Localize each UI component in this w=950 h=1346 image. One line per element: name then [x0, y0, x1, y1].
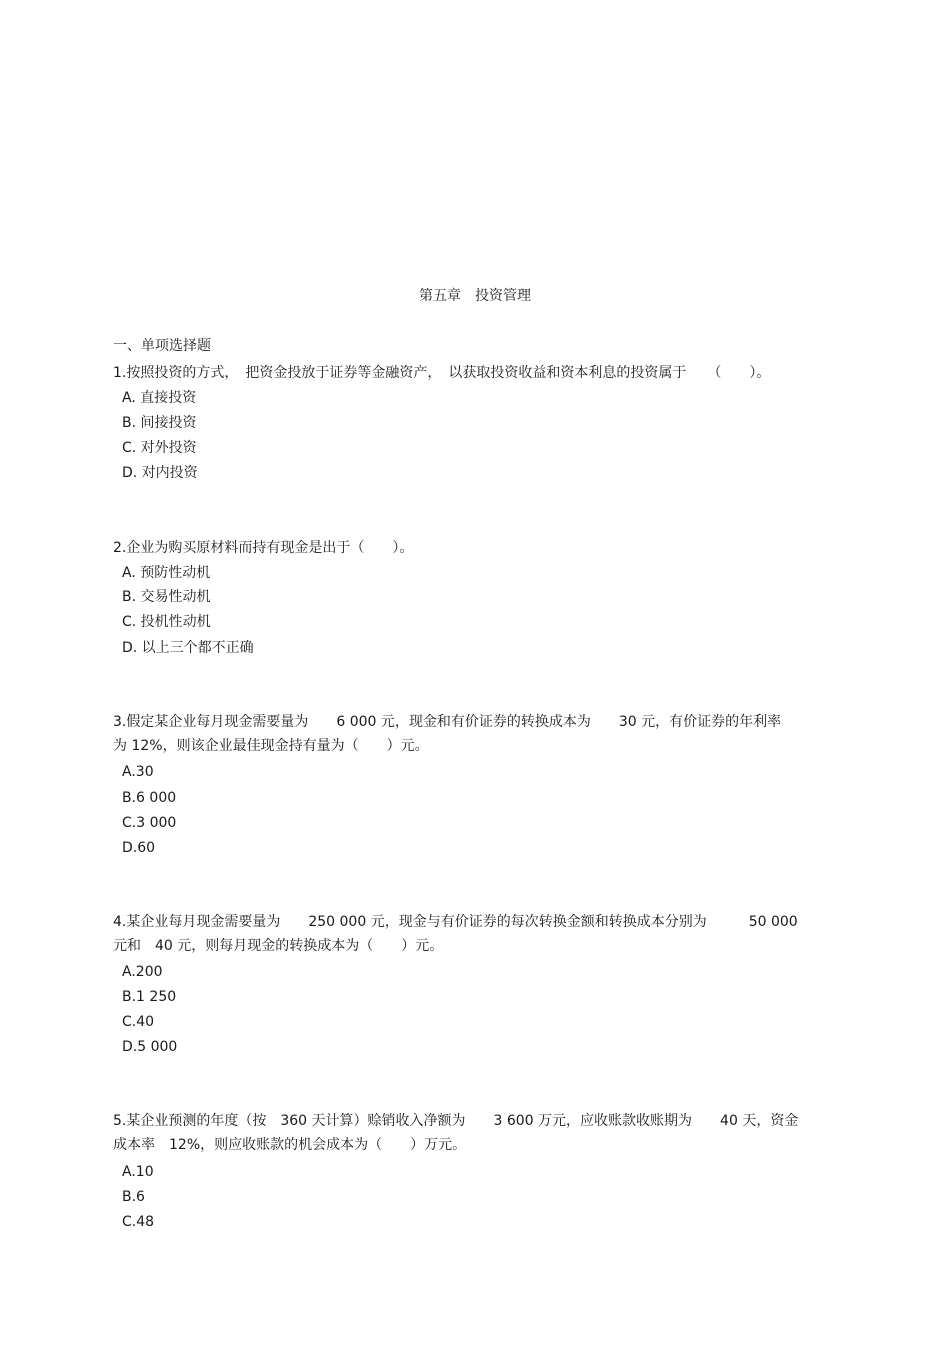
question-3-option-d: D.60	[122, 840, 156, 856]
question-1-option-a: A. 直接投资	[122, 390, 197, 406]
question-4-option-d: D.5 000	[122, 1039, 178, 1055]
question-2-option-d: D. 以上三个都不正确	[122, 640, 254, 656]
question-1-option-c: C. 对外投资	[122, 440, 197, 456]
question-4-option-a: A.200	[122, 964, 163, 980]
question-1-text: 1.按照投资的方式， 把资金投放于证券等金融资产， 以获取投资收益和资本利息的投资属于 （ ）。	[113, 365, 771, 381]
section-heading: 一、单项选择题	[113, 338, 211, 354]
question-5-option-b: B.6	[122, 1189, 145, 1205]
question-5-text-line-1: 5.某企业预测的年度（按 360 天计算）赊销收入净额为 3 600 万元，应收账款收账期为 40 天，资金	[113, 1113, 799, 1129]
question-2-text: 2.企业为购买原材料而持有现金是出于（ ）。	[113, 540, 414, 556]
question-2-option-a: A. 预防性动机	[122, 565, 211, 581]
question-2-option-b: B. 交易性动机	[122, 589, 211, 605]
chapter-title: 第五章 投资管理	[419, 288, 531, 304]
question-5-option-a: A.10	[122, 1164, 154, 1180]
question-4-option-b: B.1 250	[122, 989, 177, 1005]
question-3-option-b: B.6 000	[122, 790, 177, 806]
question-3-text-line-1: 3.假定某企业每月现金需要量为 6 000 元，现金和有价证券的转换成本为 30 元，有价证券的年利率	[113, 714, 782, 730]
question-3-text-line-2: 为 12%，则该企业最佳现金持有量为（ ）元。	[113, 738, 429, 754]
question-4-text-line-2: 元和 40 元，则每月现金的转换成本为（ ）元。	[113, 938, 444, 954]
question-1-option-d: D. 对内投资	[122, 465, 198, 481]
question-5-option-c: C.48	[122, 1214, 155, 1230]
question-3-option-a: A.30	[122, 764, 154, 780]
question-4-text-line-1: 4.某企业每月现金需要量为 250 000 元，现金与有价证券的每次转换金额和转换成本分别为 50 000	[113, 914, 798, 930]
question-5-text-line-2: 成本率 12%，则应收账款的机会成本为（ ）万元。	[113, 1137, 467, 1153]
question-1-option-b: B. 间接投资	[122, 415, 197, 431]
question-3-option-c: C.3 000	[122, 815, 177, 831]
question-4-option-c: C.40	[122, 1014, 155, 1030]
question-2-option-c: C. 投机性动机	[122, 614, 211, 630]
